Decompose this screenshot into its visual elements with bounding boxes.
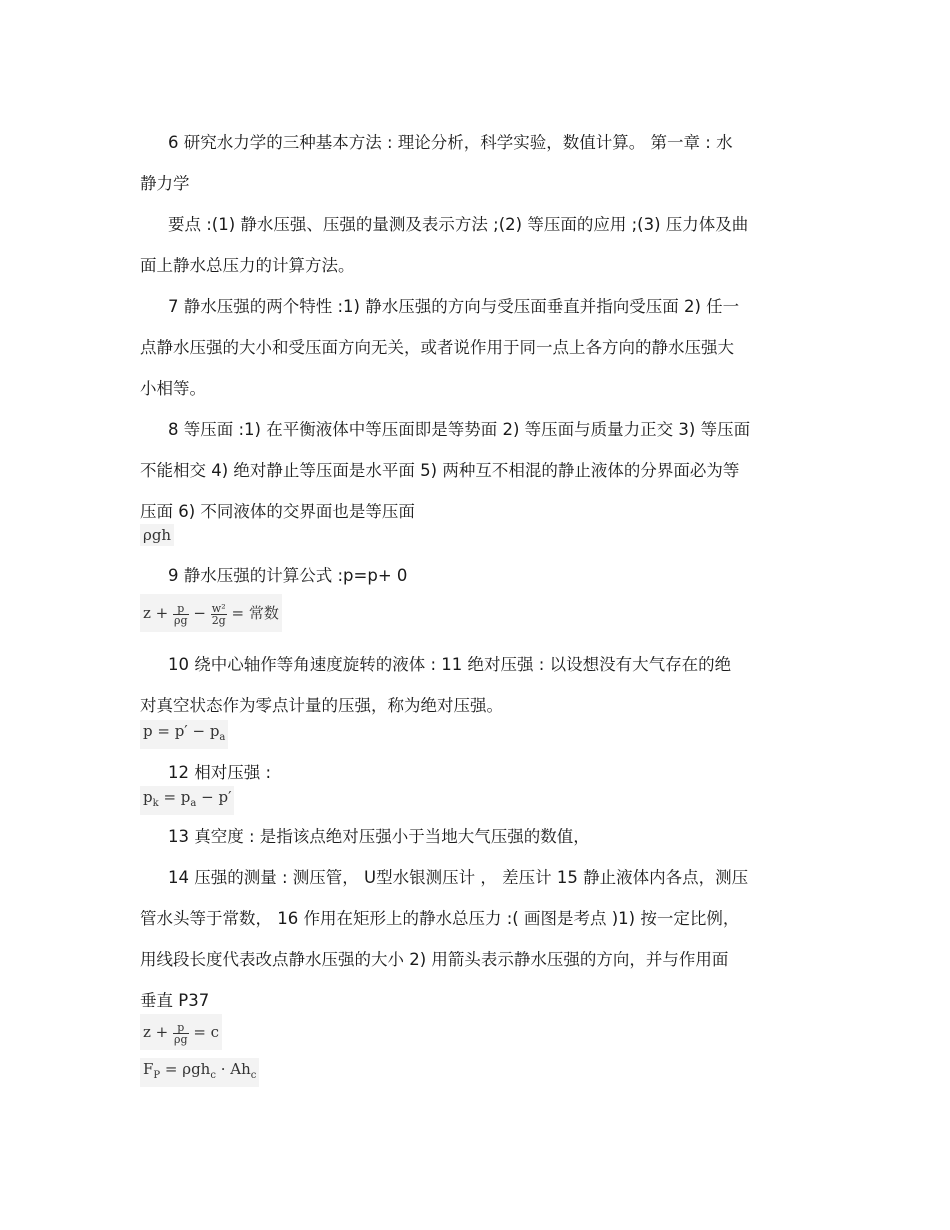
formula-rho-gh: ρgh: [140, 524, 174, 546]
key-points-line-2: 面上静水总压力的计算方法。: [140, 256, 355, 275]
para-7-line-2: 点静水压强的大小和受压面方向无关，或者说作用于同一点上各方向的静水压强大: [140, 338, 734, 357]
para-6-line-2: 静力学: [140, 174, 190, 193]
formula-hydrostatic-head: z + $\frac{p}{\rho g}$ = c: [140, 1014, 222, 1050]
para-10-11-line-1: 10 绕中心轴作等角速度旋转的液体 : 11 绝对压强 : 以设想没有大气存在的绝: [168, 655, 732, 674]
para-7-line-3: 小相等。: [140, 379, 206, 398]
para-7-line-1: 7 静水压强的两个特性 :1) 静水压强的方向与受压面垂直并指向受压面 2) 任一: [168, 297, 740, 316]
key-points-line-1: 要点 :(1) 静水压强、压强的量测及表示方法 ;(2) 等压面的应用 ;(3) 压力体及曲: [168, 215, 749, 234]
para-13: 13 真空度 : 是指该点绝对压强小于当地大气压强的数值，: [168, 827, 590, 846]
formula-rotating-liquid: z + $\frac{p}{\rho g}$ − $\frac{\text{w²}}{2g}$ = 常数: [140, 594, 282, 632]
para-8-line-1: 8 等压面 :1) 在平衡液体中等压面即是等势面 2) 等压面与质量力正交 3) 等压面: [168, 420, 751, 439]
para-14-16-line-2: 管水头等于常数， 16 作用在矩形上的静水总压力 :( 画图是考点 )1) 按一定比例，: [140, 909, 740, 928]
para-14-16-line-4: 垂直 P37: [140, 991, 210, 1010]
para-6-line-1: 6 研究水力学的三种基本方法 : 理论分析，科学实验，数值计算。 第一章 : 水: [168, 133, 733, 152]
formula-total-force: $F_P = \rho gh_c \cdot Ah_c$: [140, 1058, 259, 1087]
para-12: 12 相对压强 :: [168, 763, 272, 782]
para-8-line-2: 不能相交 4) 绝对静止等压面是水平面 5) 两种互不相混的静止液体的分界面必为等: [140, 461, 740, 480]
para-14-16-line-1: 14 压强的测量 : 测压管， U型水银测压计 ， 差压计 15 静止液体内各点，测压: [168, 868, 749, 887]
para-9: 9 静水压强的计算公式 :p=p+ 0: [168, 566, 408, 585]
formula-relative-pressure: $p_k = p_a - p'$: [140, 786, 234, 815]
para-8-line-3: 压面 6) 不同液体的交界面也是等压面: [140, 502, 415, 521]
para-10-11-line-2: 对真空状态作为零点计量的压强，称为绝对压强。: [140, 696, 503, 715]
formula-absolute-pressure: $p = p' - p_a$: [140, 720, 228, 749]
para-14-16-line-3: 用线段长度代表改点静水压强的大小 2) 用箭头表示静水压强的方向，并与作用面: [140, 950, 729, 969]
